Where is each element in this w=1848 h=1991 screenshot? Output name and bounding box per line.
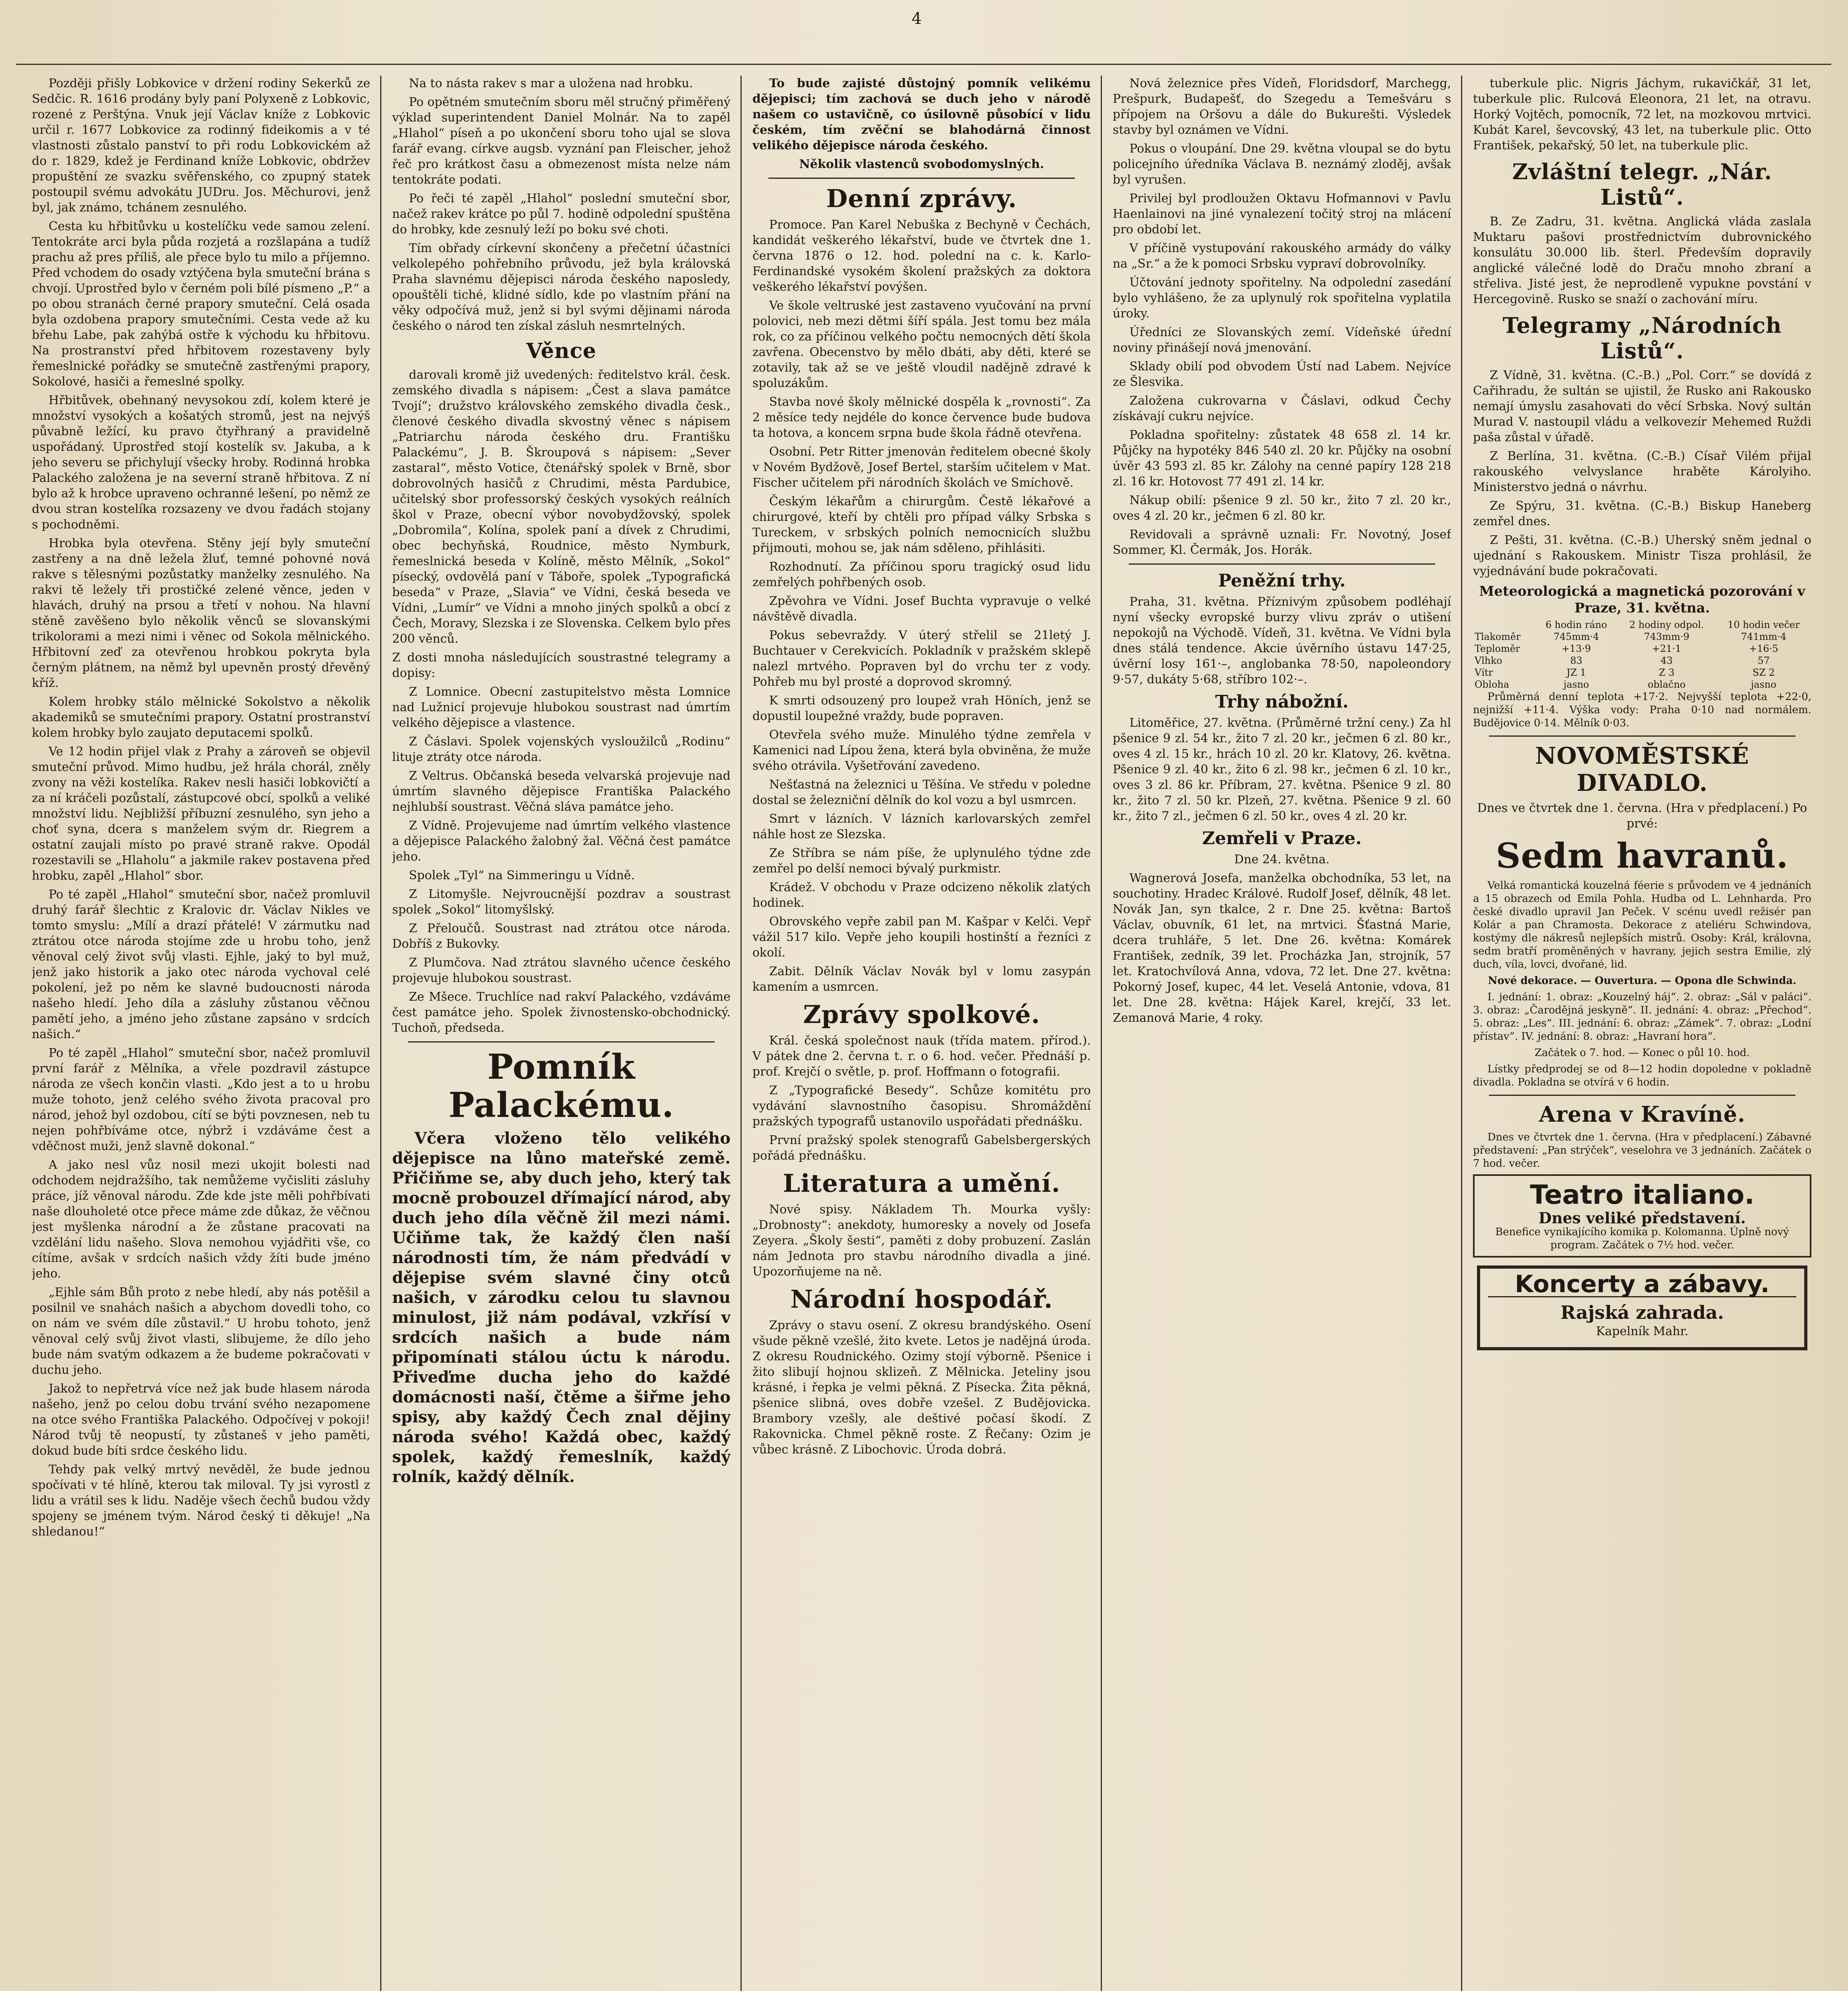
news-item: Pokladna spořitelny: zůstatek 48 658 zl. 14 kr. Půjčky na hypotéky 846 540 zl. 20 kr. Půjčky na osobní úvěr 43 593 zl. 85 kr. Zálohy na cenné papíry 128 218 zl. 16 kr. Hotovost 77 491 zl. 14 kr. [1113,428,1451,489]
article-paragraph: Později přišly Lobkovice v držení rodiny Sekerků ze Sedčic. R. 1616 prodány byly paní Polyxeně z Lobkovic, rozené z Perštýna. Vnuk její Václav kníže z Lobkovic určil r. 1677 Lobkovice za rodinný fideikomis a v té vlastnosti zůstalo panství to při rodu Lobkovickém až do r. 1829, kdež je Ferdinand kníže Lobkovic, obdržev propuštění ze svazku svěřenského, co zpupný statek postoupil svému advokátu JUDru. Jos. Měchurovi, jenž byl, jak známo, tchánem zesnulého. [32,76,370,215]
meteo-cell: 43 [1660,655,1673,666]
article-paragraph: Na to násta rakev s mar a uložena nad hrobku. [409,76,693,90]
article-paragraph: Hrobka byla otevřena. Stěny její byly smuteční zastřeny a na dně ležela žluť, temné pohovné nová rakve s tělesnými pozůstatky manželky zesnulého. Na rakvi tě ležely tři prostičké zelené věnce, jeden v hlavách, druhý na prsou a třetí v nohou. Na hlavní stěně zavěšeno bylo několik věnců se slovanskými trikolorami a mezi nimi i věnec od Sokola mělnického. Hřbitovní zeď za otevřenou hrobkou pokryta byla černým plátnem, na němž byl upevněn prostý dřevěný kříž. [32,536,370,690]
telegram-item: Ze Spýru, 31. května. (C.-B.) Biskup Haneberg zemřel dnes. [1473,499,1811,528]
teatro-text: Benefice vynikajícího komika p. Kolomanna. Úplně nový program. Začátek o 7½ hod. večer. [1495,1226,1789,1251]
news-item: Zpěvohra ve Vídni. Josef Buchta vypravuje o velké návštěvě divadla. [752,594,1091,624]
meteo-cell: jasno [1751,679,1777,690]
section-title-literatura: Literatura a umění. [783,1169,1061,1198]
telegram-item: Z Veltrus. Občanská beseda velvarská projevuje nad úmrtím slavného dějepisce Františka Palackého nejhlubší soustrast. Věčná sláva památce jeho. [392,769,731,814]
koncert-sub: Kapelník Mahr. [1596,1324,1688,1338]
meteo-cell: 83 [1570,655,1582,666]
meteo-header-cell: 2 hodiny odpol. [1629,619,1704,630]
meteo-header-row [1473,619,1811,631]
telegramy-list [1473,368,1811,579]
news-item: Českým lékařům a chirurgům. Čestě lékařové a chirurgové, kteří by chtěli pro případ války Srbska s Tureckem, v srbských polních nemocnicích službu přijmouti, mohou se, jak nám sděleno, přihlásiti. [752,495,1091,555]
telegram-list [392,684,731,1036]
section-title-vence: Věnce [526,339,597,363]
koncert-ad [1477,1265,1807,1350]
telegram-item: Z Litomyšle. Nejvroucnější pozdrav a soustrast spolek „Sokol“ litomyšlský. [392,887,731,917]
article-paragraph: Tím obřady církevní skončeny a přečetní účastníci velkolepého pohřebního průvodu, jež byla královská Praha slavnému dějepisci národa českého naposledy, opouštěli tiché, klidné sídlo, kde po vlastním přání na věky odpočívá muž, jenž si byl svými dějinami národa českého o národ ten získal zásluh nesmrtelných. [392,241,731,333]
article-paragraph: Cesta ku hřbitůvku u kostelíčku vede samou zelení. Tentokráte arci byla půda rozjetá a rozšlapána a tudíž prachu až pres příliš, ale přece bylo tu milo a příjemno. Před vchodem do osady vztýčena byla smuteční brána s chvojí. Uprostřed bylo v černém poli bílé písmeno „P.“ a po obou stranách černé prapory smuteční. Celá osada byla ozdobena prapory smutečními. Cesta vede až ku břehu Labe, pak zahýbá ostře k východu ku hřbitovu. Na prostranství před hřbitovem rozestaveny byly řemeslnické pořádky se smutečně zastřenými prapory, Sokolové, hasiči a řemeslné spolky. [32,219,370,389]
col1-article [32,76,370,1539]
play-title: Sedm havranů. [1496,836,1789,876]
news-item: Rozhodnutí. Za příčinou sporu tragický osud lidu zemřelých pohřbených osob. [752,560,1091,589]
meteo-cell: SZ 2 [1752,667,1775,678]
news-item: Král. česká společnost nauk (třída matem. přírod.). V pátek dne 2. června t. r. o 6. hod. večer. Přednáší p. prof. Krejčí o světle, p. prof. Hoffmann o fotografii. [752,1034,1091,1079]
spolkove-list [752,1033,1091,1164]
pomnik-signature: Několik vlastenců svobodomyslných. [799,157,1044,171]
news-item: Stavba nové školy mělnické dospěla k „rovnosti“. Za 2 měsíce tedy nejdéle do konce července bude budova ta hotova, a koncem srpna bude škola řádně otevřena. [752,395,1091,440]
column-2 [392,76,731,1991]
nove-dekorace: Nové dekorace. — Ouvertura. — Opona dle Schwinda. [1488,975,1797,987]
arena-title: Arena v Kravíně. [1539,1101,1746,1127]
meteo-cell: 743mm·9 [1644,631,1690,642]
telegram-item: Ze Mšece. Truchlíce nad rakví Palackého, vzdáváme čest památce jeho. Spolek živnostensko-obchodnický. Tuchoň, předseda. [392,990,731,1035]
news-item: První pražský spolek stenografů Gabelsbergerských pořádá přednášku. [752,1133,1091,1163]
col4-news-list [1113,191,1451,558]
meteo-cell: 741mm·4 [1741,631,1787,642]
theatre-title-novomestske: NOVOMĚSTSKÉ DIVADLO. [1535,742,1749,796]
meteo-row [1473,643,1811,655]
separator [1129,563,1435,565]
telegram-item: Z Lomnice. Obecní zastupitelstvo města Lomnice nad Lužnicí projevuje hlubokou soustrast nad úmrtím velkého dějepisce a vlastence. [392,685,731,730]
novo-ticket: Lístky předprodej se od 8—12 hodin dopoledne v pokladně divadla. Pokladna se otvírá v 6 hodin. [1473,1063,1811,1088]
top-rule [16,64,1831,65]
news-item: Nákup obilí: pšenice 9 zl. 50 kr., žito 7 zl. 20 kr., oves 4 zl. 20 kr., ječmen 6 zl. 80 kr. [1113,493,1451,523]
teatro-ad [1473,1174,1811,1258]
article-paragraph: Kolem hrobky stálo mělnické Sokolstvo a několik akademiků se smutečními prapory. Ostatní prostranství kolem hrobky bylo zaujato deputacemi spolků. [32,695,370,740]
news-item: Revidovali a správně uznali: Fr. Novotný, Josef Sommer, Kl. Čermák, Jos. Horák. [1113,528,1451,557]
column-3 [752,76,1091,1991]
denni-zpravy-list [752,217,1091,995]
meteo-cell: +21·1 [1652,643,1682,654]
column-4 [1113,76,1451,1991]
news-item: K smrti odsouzený pro loupež vrah Höních, jenž se dopustil loupežné vraždy, bude popraven. [752,694,1091,723]
telegram-item: Z Vídně, 31. května. (C.-B.) „Pol. Corr.“ se dovídá z Cařihradu, že sultán se ujistil, že Rusko ani Rakousko nemají úmyslu zasahovati do věcí Srbska. Nový sultán Murad V. nastoupil vládu a velkovezír Mehemed Ruždi paša zůstal v úřadě. [1473,368,1811,444]
novo-pre: Dnes ve čtvrtek dne 1. června. (Hra v předplacení.) Po prvé: [1477,801,1807,831]
penezni-text: Praha, 31. května. Příznivým způsobem podléhají nyní všecky evropské burzy vlivu zpráv o utišení nepokojů na Východě. Vídeň, 31. května. Ve Vídni byla dnes stálá tendence. Akcie úvěrního ústavu 147·25, úvěrní losy 161·–, anglobanka 78·50, napoleondory 9·57, dukáty 5·68, stříbro 102·–. [1113,595,1451,686]
meteo-cell: +13·9 [1561,643,1591,654]
meteo-cell: jasno [1563,679,1589,690]
news-item: Ze Stříbra se nám píše, že uplynulého týdne zde zemřel po delší nemoci bývalý purkmistr. [752,846,1091,876]
column-divider [1461,76,1462,1991]
news-item: Otevřela svého muže. Minulého týdne zemřela v Kamenici nad Lípou žena, která byla obviněna, že muže svého otrávila. Vyšetřování zavedeno. [752,728,1091,773]
news-item: Zabit. Dělník Václav Novák byl v lomu zasypán kamením a usmrcen. [752,964,1091,994]
col4-top-text: Nová železnice přes Vídeň, Floridsdorf, Marchegg, Prešpurk, Budapešť, do Szegedu a Temešváru s přípojem na Oršovu a dále do Bukurešti. Výsledek stavby byl oznámen ve Vídni. [1113,76,1451,137]
article-paragraph: Jakož to nepřetrvá více než jak bude hlasem národa našeho, jenž po celou dobu trvání svého nezapomene na otce svého Františka Palackého. Odpočívej v pokoji! Národ tvůj tě neopustí, ty zůstaneš v jeho paměti, dokud bude bíti srdce českého lidu. [32,1382,370,1458]
article-paragraph: Hřbitůvek, obehnaný nevysokou zdí, kolem které je množství vysokých a košatých stromů, jest na nejvýš půvabně ležící, ku pravo čtyřhraný a pravidelně uspořádaný. Uprostřed stojí kostelík sv. Jakuba, a k jeho severu se přichylují všecky hroby. Rodinná hrobka Palackého založena je na severní straně hřbitova. Z ní bylo až k hrobce upraveno ochranné lešení, po němž ze dvou stran kostelíka rozsazeny ve dvou řadách stojany s pochodněmi. [32,393,370,532]
pomnik-text: Včera vloženo tělo velikého dějepisce na lůno mateřské země. Přičiňme se, aby duch jeho, který tak mocně probouzel dřímající národ, aby duch jeho díla věčně žil mezi námi. Učiňme tak, že každý člen naší národnosti tím, že nám předvádí v dějepise svém slavné činy otců našich, v zárodku celou tu slavnou minulost, již nám podával, vzkřísí v srdcích našich a bude nám připomínati stálou úctu k národu. Přiveďme ducha jeho do každé domácnosti naší, čtěme a šiřme jeho spisy, aby každý Čech znal dějiny národa svého! Každá obec, každý spolek, každý řemeslník, každý rolník, každý dělník. [392,1129,731,1486]
news-item: Privilej byl prodloužen Oktavu Hofmannovi v Pavlu Haenlainovi na jiné vynalezení točitý stroj na mlácení pro období let. [1113,192,1451,237]
meteo-cell: oblačno [1647,679,1686,690]
column-divider [1101,76,1102,1991]
telegram-item: Spolek „Tyl“ na Simmeringu u Vídně. [409,868,635,882]
meteo-body [1473,631,1811,690]
section-title-zvlastni: Zvláštní telegr. „Nár. Listů“. [1512,159,1772,210]
article-paragraph: Po té zapěl „Hlahol“ smuteční sbor, načež promluvil první farář z Mělníka, a vřele pozdravil zástupce národa ze všech končin vlasti. „Kdo jest a to u hrobu muže tohoto, jenž celého svého života pracoval pro národ, jehož byl ozdobou, cítí se býti povznesen, neb tu nejen pohřbíváme otce, nýbrž i vzdáváme čest a vděčnost muži, jenž slavně dokonal.“ [32,1046,370,1153]
article-paragraph: Ve 12 hodin přijel vlak z Prahy a zároveň se objevil smuteční průvod. Mimo hudbu, jež hrála chorál, zněly zvony na věži kostelíka. Rakev nesli hasiči lobkovičtí a za ní kráčeli pozůstalí, zástupcové obcí, spolků a veliké množství lidu. Nejbližší příbuzní zesnulého, syn jeho a choť syna, dcera s manželem svým dr. Riegrem a ostatní zaujali místo po pravé straně rakve. Opodál rozestavili se „Hlaholu“ a jakmile rakev postavena před hrobku, zapěl „Hlahol“ sbor. [32,745,370,883]
news-item: Osobní. Petr Ritter jmenován ředitelem obecné školy v Novém Bydžově, Josef Bertel, starším učitelem v Mat. Fischer učitelem při národních školách ve Smíchově. [752,445,1091,490]
meteo-cell: 57 [1757,655,1770,666]
telegram-item: Z Vídně. Projevujeme nad úmrtím velkého vlastence a dějepisce Palackého žalobný žal. Věčná čest památce jeho. [392,819,731,864]
telegram-intro: Z dosti mnoha následujících soustrastné telegramy a dopisy: [392,651,731,680]
page-number: 4 [912,10,922,28]
zemreli-date: Dne 24. května. [1234,853,1330,866]
novo-text: Velká romantická kouzelná féerie s průvodem ve 4 jednáních a 15 obrazech od Emila Pohla. Hudba od L. Lehnharda. Pro české divadlo upravil Jan Peček. V scénu uvedl režisér pan Kolár a pan Chramosta. Dekorace z ateliéru Schwindova, kostýmy dle nákresů nejlepších mistrů. Osoby: Král, královna, sedm bratří proměněných v havrany, jejich sestra Emilie, zlý duch, víla, lovci, dvořané, lid. [1473,880,1811,970]
col2-funeral-text [392,76,731,334]
telegram-item: Z Pešti, 31. května. (C.-B.) Uherský sněm jednal o ujednání s Rakouskem. Ministr Tisza prohlásil, že vyjednávání bude pokračovati. [1473,533,1811,578]
narodni-text: Zprávy o stavu osení. Z okresu brandýského. Osení všude pěkně vzešlé, žito kvete. Letos je nadějná úroda. Z okresu Roudnického. Ozimy stojí výborně. Pšenice i žito slibují hojnou sklizeň. Z Mělnicka. Jeteliny jsou krásné, i řepka je velmi pěkná. Z Písecka. Žita pěkná, pšenice slibná, oves dobře vzešel. Z Budějovicka. Brambory vzešly, ale deštivé počasí škodí. Z Rakovnicka. Chmel pěkně roste. Z Řečany: Ozim je vůbec krásně. Z Libochovic. Úroda dobrá. [752,1318,1091,1457]
column-5 [1473,76,1811,1991]
meteo-cell: Z 3 [1659,667,1675,678]
news-item: Založena cukrovarna v Čáslavi, odkud Čechy získávají cukru nejvíce. [1113,394,1451,423]
section-title-spolkove: Zprávy spolkové. [803,1000,1040,1029]
meteo-notes: Průměrná denní teplota +17·2. Nejvyšší teplota +22·0, nejnižší +11·4. Výška vody: Praha 0·10 nad normálem. Budějovice 0·14. Mělník 0·03. [1473,691,1811,729]
article-paragraph: „Ejhle sám Bůh proto z nebe hledí, aby nás potěšil a posilnil ve snahách našich a abychom dovedli toho, co on nám ve svém díle zůstavil.“ U hrobu tohoto, jenž věnoval celý svůj život vlasti, slibujeme, že dílo jeho bude nám svatým odkazem a že budeme pokračovati v duchu jeho. [32,1285,370,1377]
telegram-item: Z Berlína, 31. května. (C.-B.) Císař Vilém přijal rakouského velvyslance hraběte Károlyiho. Ministerstvo jedná o návrhu. [1473,449,1811,494]
telegram-item: Z Přeloučů. Soustrast nad ztrátou otce národa. Dobříš z Bukovky. [392,921,731,951]
section-title-zemreli: Zemřeli v Praze. [1202,828,1362,849]
meteo-row [1473,679,1811,690]
meteo-cell: 745mm·4 [1553,631,1599,642]
column-divider [380,76,381,1991]
separator [768,178,1075,179]
section-title-denni: Denní zprávy. [826,184,1017,213]
meteo-header-cell: 6 hodin ráno [1545,619,1607,630]
koncert-banner: Koncerty a zábavy. [1488,1277,1796,1297]
section-title-telegramy: Telegramy „Národních Listů“. [1502,313,1782,364]
article-paragraph: Po opětném smutečním sboru měl stručný přiměřený výklad superintendent Daniel Molnár. Na to zapěl „Hlahol“ píseň a po ukončení sboru toho ujal se slova farář evang. církve augsb. vyznání pan Fleischer, jehož řeč pro krátkost času a obmezenost místa nelze nám tentokráte podati. [392,95,731,187]
meteo-cell: +16·5 [1749,643,1778,654]
article-paragraph: Tehdy pak velký mrtvý nevěděl, že bude jednou spočívati v té hlíně, kterou tak miloval. Ty jsi vyrostl z lidu a vrátil ses k lidu. Naděje všech čechů budou vždy spojeny se jménem tvým. Národ český ti děkuje! „Na shledanou!“ [32,1463,370,1539]
news-item: V příčině vystupování rakouského armády do války na „Sr.“ a že k pomoci Srbsku vypraví dobrovolníky. [1113,241,1451,271]
article-paragraph: Po té zapěl „Hlahol“ smuteční sbor, načež promluvil druhý farář šlechtic z Kralovic dr. Václav Nikles ve tomto smyslu: „Mílí a drazí přátelé! V zármutku nad ztrátou otce národa stojíme zde u hrobu toho, jenž věnoval celý život svůj vlasti. Ejhle, jaký to byl muž, jenž jako historik a jako otec národa vychoval celé pokolení, jež po něm ke slavné budoucnosti národa našeho hledí. Jeho díla a zásluhy zůstanou věčnou pamětí jeho, a jméno jeho zůstane zapsáno v srdcích našich.“ [32,888,370,1041]
meteo-header-cell [1473,619,1535,631]
news-item: Smrt v lázních. V lázních karlovarských zemřel náhle host ze Slezska. [752,812,1091,841]
separator [1489,735,1795,737]
news-item: Nešťastná na železnici u Těšína. Ve středu v poledne dostal se železniční dělník do kol vozu a byl usmrcen. [752,778,1091,807]
trhy-text: Litoměřice, 27. května. (Průměrné tržní ceny.) Za hl pšenice 9 zl. 54 kr., žito 7 zl. 20 kr., ječmen 6 zl. 80 kr., oves 4 zl. 15 kr., hrách 10 zl. 20 kr. Klatovy, 26. května. Pšenice 9 zl. 40 kr., žito 6 zl. 98 kr., ječmen 6 zl. 10 kr., oves 3 zl. 86 kr. Příbram, 27. května. Pšenice 9 zl. 80 kr., žito 7 zl. 50 kr. Plzeň, 27. května. Pšenice 9 zl. 60 kr., žito 7 zl., ječmen 6 zl. 50 kr., oves 4 zl. 20 kr. [1113,716,1451,823]
article-paragraph: Po řeči té zapěl „Hlahol“ poslední smuteční sbor, načež rakev krátce po půl 7. hodině odpolední spuštěna do hrobky, kde zesnulý leží po boku své choti. [392,192,731,237]
separator [1489,1095,1795,1096]
section-title-trhy: Trhy nábožní. [1215,692,1349,712]
col4-pokus: Pokus o vloupání. Dne 29. května vloupal se do bytu policejního úředníka Václava B. neznámý zloděj, avšak byl vyrušen. [1113,142,1451,187]
zemreli-text: Wagnerová Josefa, manželka obchodníka, 53 let, na souchotiny. Hradec Králové. Rudolf Josef, dělník, 48 let. Novák Jan, syn tkalce, 2 r. Dne 25. května: Bartoš Václav, obuvník, 61 let, na mrtvici. Šťastná Marie, dcera truhláře, 5 let. Dne 26. května: Komárek František, zedník, 39 let. Procházka Jan, strojník, 57 let. Kratochvílová Anna, vdova, 72 let. Dne 27. května: Pokorný Josef, kupec, 44 let. Veselá Antonie, vdova, 81 let. Dne 28. května: Hájek Karel, krejčí, 33 let. Zemanová Marie, 4 roky. [1113,871,1451,1025]
pomnik-continuation: To bude zajisté důstojný pomník velikému dějepisci; tím zachová se duch jeho v národě našem co ustavičně, co úsilovně působící v lidu českém, tím zvěční se blahodárná činnost velikého dějepisce národa českého. [752,76,1091,153]
news-item: Účtování jednoty spořitelny. Na odpolední zasedání bylo vyhlášeno, že za uplynulý rok spořitelna vyplatila úroky. [1113,276,1451,321]
meteo-cell: Teploměr [1475,643,1520,654]
section-title-pomnik: Pomník Palackému. [448,1047,674,1125]
meteo-row [1473,655,1811,667]
news-item: Promoce. Pan Karel Nebuška z Bechyně v Čechách, kandidát veškerého lékařství, bude ve čtvrtek dne 1. června 1876 o 12. hod. polední na c. k. Karlo-Ferdinandské vysokém školení pražských za doktora veškerého lékařství povýšen. [752,218,1091,294]
novo-time: Začátek o 7. hod. — Konec o půl 10. hod. [1534,1047,1750,1059]
meteo-header-cell: 10 hodin večer [1727,619,1800,630]
telegram-item: Z Plumčova. Nad ztrátou slavného učence českého projevuje hlubokou soustrast. [392,956,731,985]
section-title-narodni: Národní hospodář. [790,1285,1053,1314]
meteo-cell: Vlhko [1475,655,1502,666]
news-item: Obrovského vepře zabil pan M. Kašpar v Kelči. Vepř vážil 517 kilo. Vepře jeho koupili hostinští a řezníci z okolí. [752,915,1091,960]
section-title-meteo: Meteorologická a magnetická pozorování v Praze, 31. května. [1479,583,1805,616]
news-item: Sklady obilí pod obvodem Ústí nad Labem. Nejvíce ze Šlesvika. [1113,360,1451,389]
news-item: Krádež. V obchodu v Praze odcizeno několik zlatých hodinek. [752,880,1091,910]
news-item: Pokus sebevraždy. V úterý střelil se 21letý J. Buchtauer v Cerekvicích. Pokladník v pražském sklepě nalezl mrtvého. Popraven byl do vrchu ter z vody. Pohřeb mu byl prosté a doprovod skromný. [752,628,1091,689]
zvlastni-text: B. Ze Zadru, 31. května. Anglická vláda zaslala Muktaru pašovi prostřednictvím dubrovnického konsulátu 30.000 lib. šterl. Především dopravily anglické válečné lodě do Draču mnoho zbraní a střeliva. Jisté jest, že neprodleně vypukne povstání v Hercegovině. Rusko se snaží o zachování míru. [1473,215,1811,306]
meteo-cell: Tlakoměr [1475,631,1521,642]
meteo-table [1473,619,1811,690]
koncert-place: Rajská zahrada. [1560,1302,1724,1323]
arena-text: Dnes ve čtvrtek dne 1. června. (Hra v předplacení.) Zábavné představení: „Pan strýček“, veselohra ve 3 jednáních. Začátek o 7 hod. večer. [1473,1131,1811,1170]
vence-text: darovali kromě již uvedených: ředitelstvo král. česk. zemského divadla s nápisem: „Čest a slava památce Tvojí“; družstvo královského zemského divadla česk., členové českého divadla skvostný věnec s nápisem „Patriarchu národa českého dru. Františku Palackému“, J. B. Škroupová s nápisem: „Sever zastaral“, město Votice, čtenářský spolek v Brně, sbor dobrovolných hasičů z Chrudimi, města Pardubice, učitelský sbor professorský českých vysokých reálních škol v Praze, obecní výbor novobydžovský, spolek „Dobromila“, Kolína, spolek paní a dívek z Chrudimi, obec bechyňská, Roudnice, město Nymburk, řemeslnická beseda v Kolíně, město Mělník, „Sokol“ písecký, ovdovělá paní v Táboře, spolek „Typografická beseda“ v Praze, „Slavia“ ve Vídni, česká beseda ve Vídni, „Lumír“ ve Vídni a mnoho jiných spolků a obcí z Čech, Moravy, Slezska i ze Slovenska. Celkem bylo přes 200 věnců. [392,368,731,646]
meteo-row [1473,631,1811,643]
article-paragraph: A jako nesl vůz nosil mezi ukojit bolesti nad odchodem nejdražšího, tak nemůžeme vyčisliti zásluhy práce, jíž věnoval národu. Zde kde jste měli pohřbívati naše dlouholeté otce přece máme zde důkaz, že věčnou jest myšlenka národní a že zůstane pracovati na vzdělání lidu našeho. Slova nemohou vyjádřiti vše, co cítíme, avšak v srdcích našich vždy žíti bude jméno jeho. [32,1158,370,1281]
meteo-cell: Vítr [1475,667,1493,678]
literatura-text: Nové spisy. Nákladem Th. Mourka vyšly: „Drobnosty“: anekdoty, humoresky a novely od Josefa Zeyera. „Školy šesti“, paměti z doby probuzení. Zaslán nám Jednota pro stavbu národního divadla a jiné. Upozorňujeme na ně. [752,1203,1091,1279]
col5-top-text: tuberkule plic. Nigris Jáchym, rukavičkář, 31 let, tuberkule plic. Rulcová Eleonora, 21 let, na otravu. Horký Vojtěch, pomocník, 72 let, na mozkovou mrtvici. Kubát Karel, ševcovský, 43 let, na tuberkule plic. Otto František, pekařský, 50 let, na tuberkule plic. [1473,76,1811,153]
dekorace-list: I. jednání: 1. obraz: „Kouzelný háj“. 2. obraz: „Sál v paláci“. 3. obraz: „Čarodějná jeskyně“. II. jednání: 4. obraz: „Přechod“. 5. obraz: „Les“. III. jednání: 6. obraz: „Zámek“. 7. obraz: „Lodní přístav“. IV. jednání: 8. obraz: „Havraní hora“. [1473,991,1811,1042]
section-title-penezni: Peněžní trhy. [1218,571,1346,591]
separator [408,1041,715,1042]
teatro-sub: Dnes veliké představení. [1538,1209,1746,1227]
news-item: Ve škole veltruské jest zastaveno vyučování na první polovici, neb mezi dětmi šíří spála. Jest tomu bez mála rok, co za příčinou velkého počtu nemocných dětí škola zavřena. Obecenstvo by mělo dbáti, aby děti, které se zotavily, tak až se ve ještě vloudil nadějně zdravé k spoluzákům. [752,299,1091,390]
news-item: Z „Typografické Besedy“. Schůze komitétu pro vydávání slavnostního časopisu. Shromáždění pražských typografů ustanovilo uspořádati přednášku. [752,1084,1091,1128]
column-1 [32,76,370,1991]
meteo-row [1473,667,1811,679]
meteo-cell: JZ 1 [1566,667,1586,678]
column-divider [740,76,742,1991]
telegram-item: Z Čáslavi. Spolek vojenských vysloužilců „Rodinu“ lituje ztráty otce národa. [392,735,731,764]
teatro-title: Teatro italiano. [1530,1179,1754,1210]
meteo-cell: Obloha [1475,679,1509,690]
news-item: Úředníci ze Slovanských zemí. Vídeňské úřední noviny přinášejí nová jmenování. [1113,325,1451,355]
